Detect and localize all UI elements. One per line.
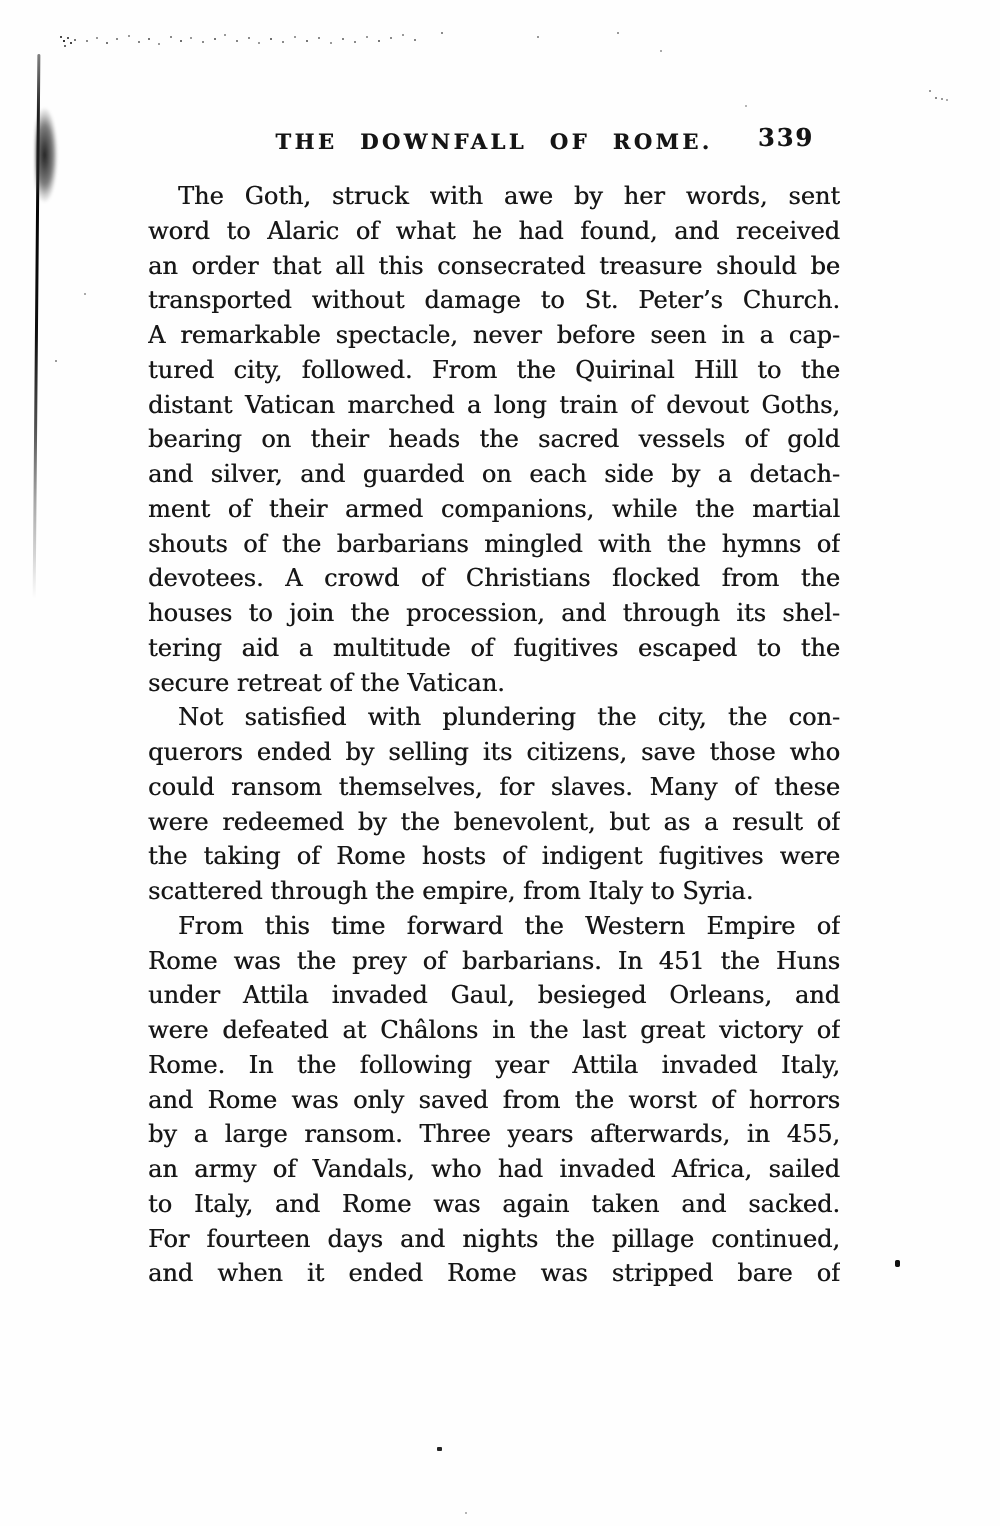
running-title: THE DOWNFALL OF ROME. [275, 129, 713, 154]
page-body [148, 179, 840, 1291]
text-line: scattered through the empire, from Italy to Syria. [148, 877, 754, 905]
text-line: shouts of the barbarians mingled with the hymns of [148, 529, 840, 558]
text-line: and silver, and guarded on each side by a detach- [148, 460, 840, 488]
text-line: an order that all this consecrated treasure should be [148, 251, 840, 280]
text-line: under Attila invaded Gaul, besieged Orleans, and [148, 981, 840, 1010]
paragraph [148, 700, 840, 909]
text-line: Not satisfied with plundering the city, the con- [178, 703, 840, 732]
scan-ink-dot [465, 1512, 467, 1514]
page-number: 339 [757, 123, 814, 152]
text-line: were defeated at Châlons in the last great victory of [148, 1016, 840, 1044]
text-line: by a large ransom. Three years afterwards, in 455, [148, 1120, 840, 1149]
text-line: ment of their armed companions, while the martial [148, 494, 840, 523]
text-line: From this time forward the Western Empire of [178, 911, 840, 940]
running-header [148, 123, 840, 154]
text-line: For fourteen days and nights the pillage continued, [148, 1224, 840, 1253]
scan-ink-dot [895, 1260, 900, 1267]
scan-noise-speckles [0, 0, 2, 2]
text-line: word to Alaric of what he had found, and received [148, 216, 840, 245]
text-line: distant Vatican marched a long train of devout Goths, [148, 390, 840, 419]
text-line: Rome was the prey of barbarians. In 451 the Huns [148, 946, 840, 975]
text-line: houses to join the procession, and through its shel- [148, 599, 840, 627]
scan-ink-dot [437, 1447, 442, 1451]
text-line: transported without damage to St. Peter’s Church. [148, 286, 840, 315]
text-line: The Goth, struck with awe by her words, sent [178, 182, 840, 210]
paragraph [148, 179, 840, 700]
text-line: querors ended by selling its citizens, save those who [148, 738, 840, 766]
text-line: could ransom themselves, for slaves. Many of these [148, 772, 840, 801]
text-line: secure retreat of the Vatican. [148, 668, 505, 697]
text-line: to Italy, and Rome was again taken and sacked. [148, 1189, 840, 1218]
scan-binding-edge-line [33, 54, 41, 599]
text-line: and Rome was only saved from the worst of horrors [148, 1085, 840, 1114]
scan-ink-smudge [35, 102, 65, 220]
text-line: the taking of Rome hosts of indigent fugitives were [148, 842, 840, 871]
text-line: an army of Vandals, who had invaded Africa, sailed [148, 1155, 840, 1183]
text-line: tering aid a multitude of fugitives escaped to the [148, 633, 840, 662]
text-line: tured city, followed. From the Quirinal Hill to the [148, 355, 840, 384]
text-line: and when it ended Rome was stripped bare of [148, 1259, 840, 1288]
text-line: Rome. In the following year Attila invaded Italy, [148, 1050, 840, 1079]
text-line: devotees. A crowd of Christians flocked from the [148, 564, 840, 593]
paragraph [148, 909, 840, 1291]
text-line: were redeemed by the benevolent, but as a result of [148, 807, 840, 836]
text-line: A remarkable spectacle, never before seen in a cap- [148, 321, 840, 349]
text-line: bearing on their heads the sacred vessels of gold [148, 425, 840, 454]
